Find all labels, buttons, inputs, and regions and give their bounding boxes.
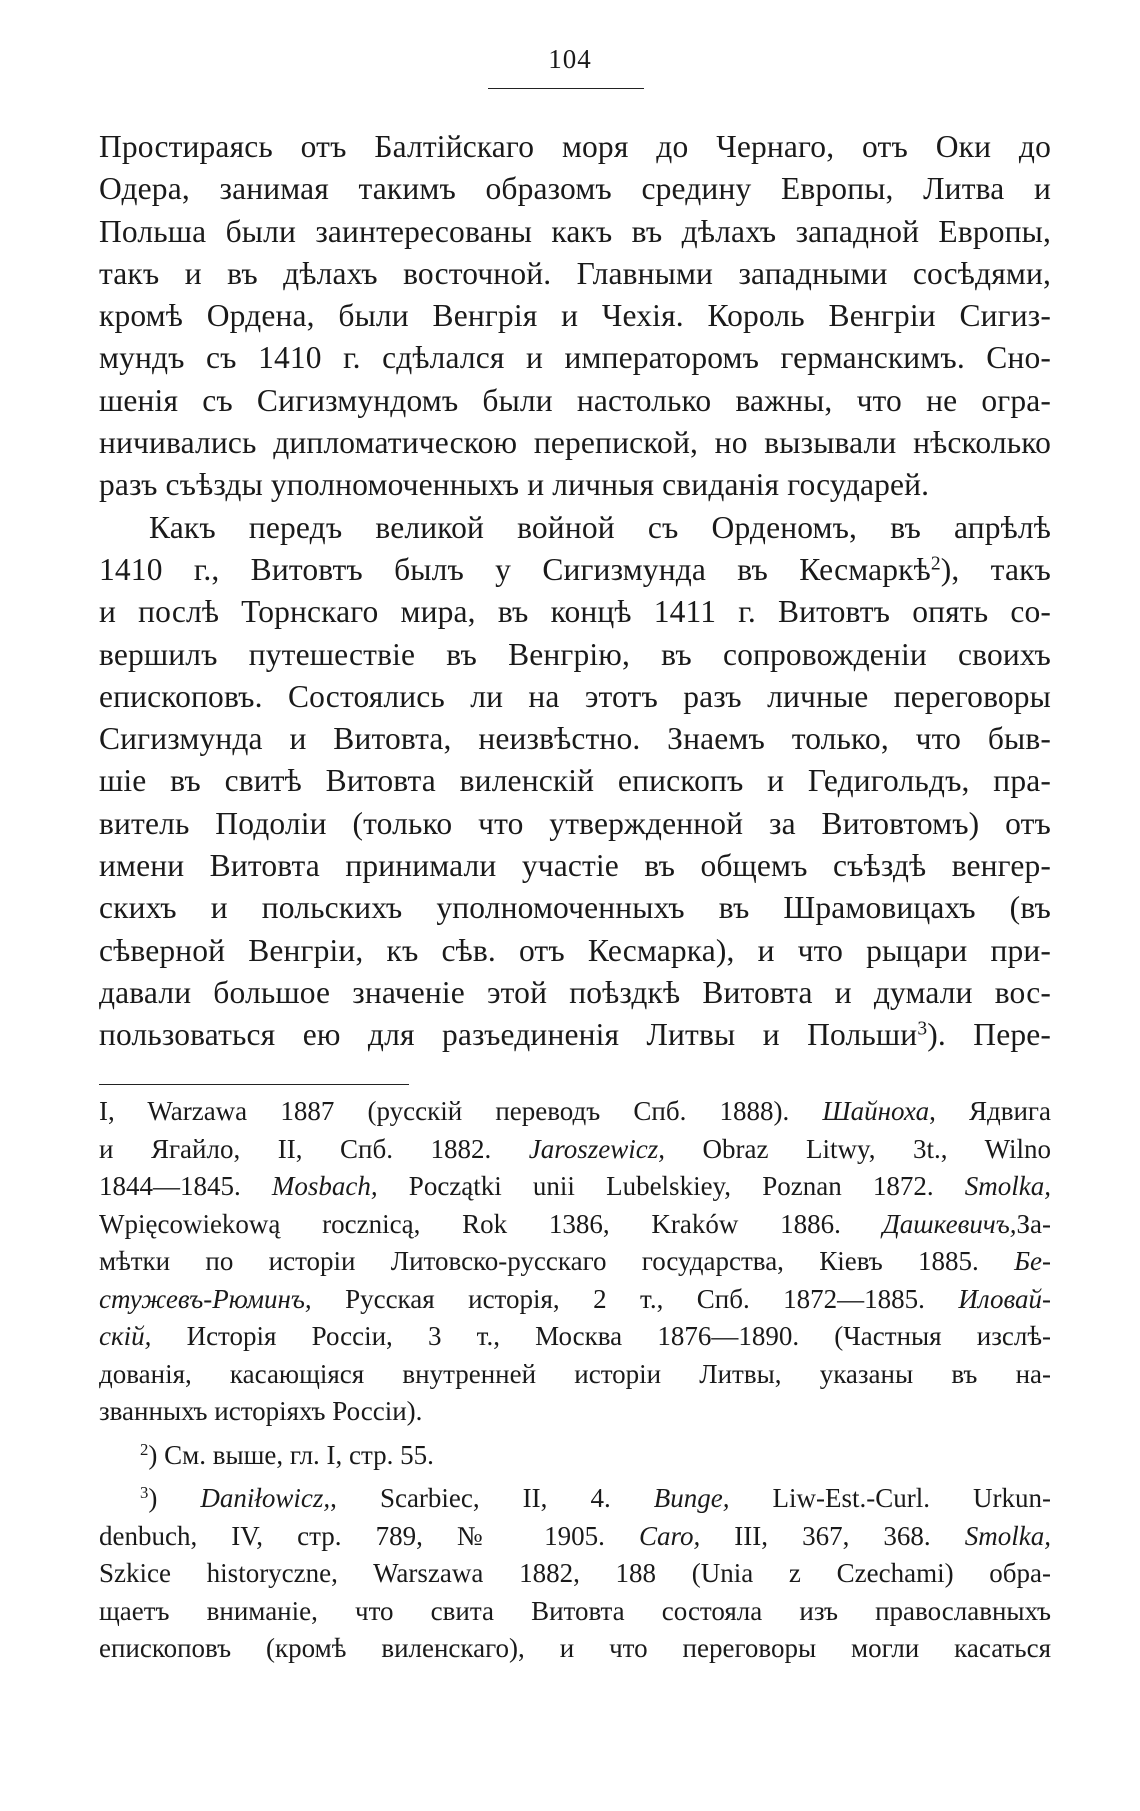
footnote-text: Obraz Litwy, 3t., Wilno (665, 1133, 1051, 1164)
footnote-line (99, 1131, 1051, 1169)
body-line-with-note (99, 549, 1051, 591)
footnote-line (99, 1318, 1051, 1356)
body-line: шенія съ Сигизмундомъ были настолько важны, что не огра- (99, 382, 1051, 418)
body-line: епископовъ. Состоялись ли на этотъ разъ личные переговоры (99, 678, 1051, 714)
page-number: 104 (548, 44, 592, 74)
footnote-2 (99, 1437, 1051, 1475)
body-line-text: 1410 г., Витовтъ былъ у Сигизмунда въ Кесмаркѣ (99, 551, 931, 587)
body-text (99, 126, 1051, 1057)
footnote-author: Caro, (638, 1520, 701, 1551)
footnote-author: Smolka, (964, 1171, 1051, 1201)
footnote-author: Дашкевичъ, (882, 1208, 1017, 1239)
footnote-3-line: Szkice historyczne, Warszawa 1882, 188 (Unia z Czechami) обра- (99, 1558, 1051, 1588)
footnote-separator (99, 1084, 409, 1085)
footnote-line (99, 1093, 1051, 1131)
footnote-text: За- (1016, 1208, 1051, 1239)
body-line-with-note (99, 1014, 1051, 1056)
body-line: Сигизмунда и Витовта, неизвѣстно. Знаемъ только, что быв- (99, 721, 1051, 757)
body-line-tail: ), такъ (940, 551, 1051, 587)
footnote-ref: 2 (930, 553, 941, 575)
footnote-3-line: епископовъ (кромѣ виленскаго), и что переговоры могли касаться (99, 1633, 1051, 1663)
footnote-text: 1844—1845. (99, 1171, 272, 1201)
footnote-author: Jaroszewicz, (528, 1133, 666, 1164)
footnote-text: ) (148, 1483, 201, 1513)
footnote-author: Daniłowicz, (200, 1483, 331, 1513)
footnote-author: Шайноха (822, 1096, 930, 1126)
footnote-author: скій, (99, 1321, 152, 1351)
body-line-text: пользоваться ею для разъединенія Литвы и Польши (99, 1017, 918, 1053)
footnote-text: Początki unii Lubelskiey, Poznan 1872. (377, 1171, 965, 1201)
footnote-line (99, 1281, 1051, 1319)
footnote-3-line (99, 1480, 1051, 1518)
footnote-ref: 3 (917, 1018, 928, 1040)
page-number-rule (488, 88, 644, 89)
footnote-text: Исторія Россіи, 3 т., Москва 1876—1890. (Частныя изслѣ- (151, 1321, 1051, 1351)
footnote-author: стужевъ-Рюминъ, (99, 1283, 312, 1314)
footnote-text: мѣтки по исторіи Литовско-русскаго государства, Кіевъ 1885. (99, 1246, 1015, 1276)
footnote-text: Liw-Est.-Curl. Urkun- (729, 1483, 1051, 1513)
footnote-author: Bunge, (653, 1483, 730, 1513)
footnote-text: и Ягайло, II, Спб. 1882. (99, 1133, 529, 1164)
body-line: имени Витовта принимали участіе въ общемъ съѣздѣ венгер- (99, 848, 1051, 884)
body-line: сѣверной Венгріи, къ сѣв. отъ Кесмарка), и что рыцари при- (99, 932, 1051, 968)
body-line: давали большое значеніе этой поѣздкѣ Витовта и думали вос- (99, 974, 1051, 1010)
body-line: такъ и въ дѣлахъ восточной. Главными западными сосѣдями, (99, 255, 1051, 291)
footnote-text: Wpięcowiekową rocznicą, Rok 1386, Kraków 1886. (99, 1208, 883, 1239)
footnote-3-line (99, 1518, 1051, 1556)
footnote-author: Mosbach, (271, 1171, 378, 1201)
footnote-line: званныхъ исторіяхъ Россіи). (99, 1396, 423, 1426)
body-line: разъ съѣзды уполномоченныхъ и личныя свиданія государей. (99, 467, 930, 503)
footnote-text: ) См. выше, гл. I, стр. 55. (148, 1439, 434, 1470)
footnote-text: Русская исторія, 2 т., Спб. 1872—1885. (311, 1283, 959, 1314)
body-line: и послѣ Торнскаго мира, въ концѣ 1411 г. Витовтъ опять со- (99, 594, 1051, 630)
footnote-author: Иловай- (958, 1283, 1051, 1314)
footnote-text: I, Warzawa 1887 (русскій переводъ Спб. 1888). (99, 1096, 823, 1126)
footnote-mark: 2 (140, 1439, 149, 1459)
footnotes (99, 1093, 1051, 1668)
body-line: витель Подоліи (только что утвержденной за Витовтомъ) отъ (99, 805, 1051, 841)
body-line: скихъ и польскихъ уполномоченныхъ въ Шрамовицахъ (въ (99, 890, 1051, 926)
body-line: ничивались дипломатическою перепиской, но вызывали нѣсколько (99, 425, 1051, 461)
footnote-mark: 3 (140, 1482, 149, 1502)
footnote-line (99, 1206, 1051, 1244)
footnote-text: , Scarbiec, II, 4. (330, 1483, 654, 1513)
footnote-3-line: щаетъ вниманіе, что свита Витовта состояла изъ православныхъ (99, 1595, 1051, 1626)
footnote-line (99, 1243, 1051, 1281)
body-line: Польша были заинтересованы какъ въ дѣлахъ западной Европы, (99, 213, 1051, 249)
footnote-text: III, 367, 368. (700, 1520, 965, 1551)
footnote-text: denbuch, IV, стр. 789, № 1905. (99, 1520, 639, 1551)
body-line: Простираясь отъ Балтійскаго моря до Чернаго, отъ Оки до (99, 129, 1051, 164)
body-line: шіе въ свитѣ Витовта виленскій епископъ и Гедигольдъ, пра- (99, 763, 1051, 799)
body-line: кромѣ Ордена, были Венгрія и Чехія. Король Венгріи Сигиз- (99, 298, 1051, 334)
body-line: мундъ съ 1410 г. сдѣлался и императоромъ германскимъ. Сно- (99, 340, 1051, 376)
body-line-tail: ). Пере- (927, 1017, 1052, 1053)
footnote-line (99, 1168, 1051, 1206)
footnote-author: Smolka, (964, 1520, 1051, 1551)
footnote-line: дованія, касающіяся внутренней исторіи Литвы, указаны въ на- (99, 1358, 1051, 1389)
footnote-author: Бе- (1014, 1246, 1051, 1276)
footnote-text: , Ядвига (929, 1096, 1051, 1126)
body-line: вершилъ путешествіе въ Венгрію, въ сопровожденіи своихъ (99, 636, 1051, 672)
body-line: Какъ передъ великой войной съ Орденомъ, въ апрѣлѣ (149, 509, 1051, 545)
body-line: Одера, занимая такимъ образомъ средину Европы, Литва и (99, 171, 1051, 207)
